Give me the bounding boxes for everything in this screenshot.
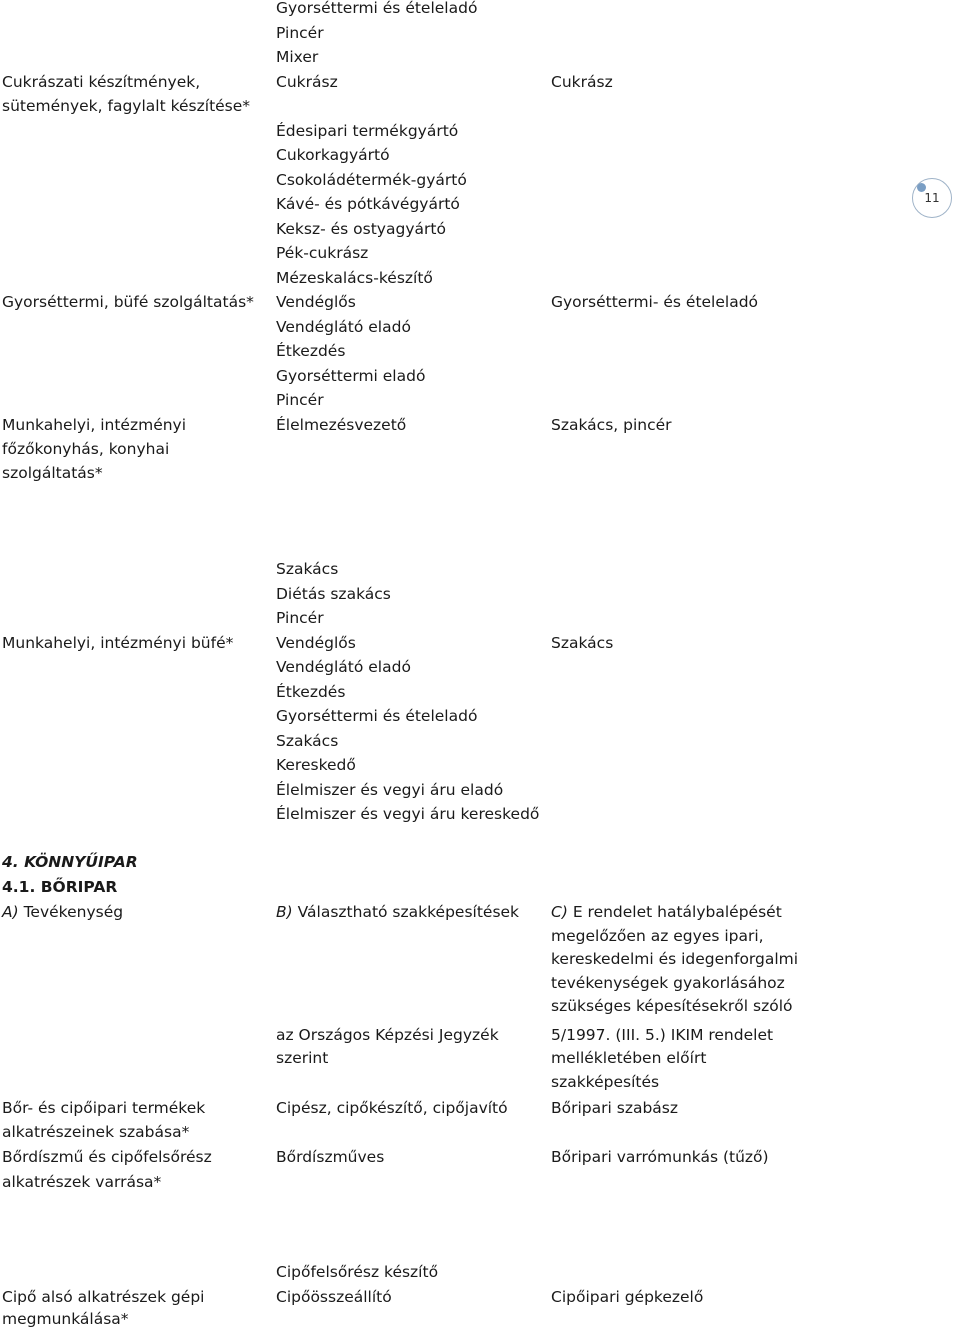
qual-line: Pincér — [276, 609, 324, 627]
reg-line: Cukrász — [551, 72, 613, 91]
column-title-c-line: szükséges képesítésekről szóló — [551, 997, 793, 1015]
qual-line: Élelmiszer és vegyi áru kereskedő — [276, 805, 540, 823]
qual-line: Pincér — [276, 391, 324, 409]
column-title-b-line: az Országos Képzési Jegyzék — [276, 1025, 499, 1044]
qual-line: Bőrdíszműves — [276, 1148, 385, 1166]
qual-line: Szakács — [276, 560, 339, 578]
column-title-c-line: tevékenységek gyakorlásához — [551, 973, 785, 992]
page-badge-dot — [917, 183, 926, 192]
column-letter-b: B) — [276, 902, 293, 921]
column-title-b: Választható szakképesítések — [297, 902, 520, 921]
activity-line: alkatrészeinek szabása* — [2, 1123, 190, 1141]
qual-line: Kereskedő — [276, 756, 356, 774]
column-title-b-line: szerint — [276, 1049, 329, 1067]
qual-line: Étkezdés — [276, 342, 346, 360]
qual-line: Kávé- és pótkávégyártó — [276, 195, 460, 213]
page-number: 11 — [924, 191, 940, 205]
column-title-c-line: 5/1997. (III. 5.) IKIM rendelet — [551, 1025, 774, 1044]
reg-line: Szakács — [551, 633, 614, 652]
activity-line: Cukrászati készítmények, — [2, 72, 201, 91]
qual-line: Cukrász — [276, 72, 338, 91]
qual-line: Étkezdés — [276, 682, 346, 701]
qual-line: Cukorkagyártó — [276, 146, 390, 164]
column-letter-c: C) — [551, 902, 568, 921]
qual-line: Cipőfelsőrész készítő — [276, 1263, 439, 1281]
activity-line: alkatrészek varrása* — [2, 1172, 162, 1191]
qual-line: Gyorséttermi eladó — [276, 366, 426, 385]
activity-line: Bőrdíszmű és cipőfelsőrész — [2, 1148, 212, 1166]
activity-line: Munkahelyi, intézményi — [2, 415, 187, 434]
qual-line: Cipőösszeállító — [276, 1287, 392, 1306]
column-title-c-line: mellékletében előírt — [551, 1049, 707, 1067]
column-title-c-line: szakképesítés — [551, 1073, 660, 1091]
column-title-c-line: E rendelet hatálybalépését — [572, 902, 782, 921]
qual-line: Vendéglátó eladó — [276, 658, 411, 676]
column-title-a: Tevékenység — [23, 902, 124, 921]
subsection-heading: 4.1. BŐRIPAR — [2, 877, 118, 896]
activity-line: sütemények, fagylalt készítése* — [2, 97, 251, 115]
column-title-c-line: kereskedelmi és idegenforgalmi — [551, 950, 799, 968]
activity-line: főzőkonyhás, konyhai — [2, 439, 170, 458]
activity-line: Gyorséttermi, büfé szolgáltatás* — [2, 293, 254, 311]
qual-line: Gyorséttermi és ételeladó — [276, 707, 478, 725]
activity-line: megmunkálása* — [2, 1310, 129, 1328]
qual-line: Pincér — [276, 23, 324, 42]
qual-line: Gyorséttermi és ételeladó — [276, 0, 478, 17]
reg-line: Cipőipari gépkezelő — [551, 1287, 704, 1306]
qual-line: Csokoládétermék-gyártó — [276, 170, 467, 189]
column-title-c-line: megelőzően az egyes ipari, — [551, 926, 764, 945]
qual-line: Mézeskalács-készítő — [276, 268, 433, 287]
qual-line: Cipész, cipőkészítő, cipőjavító — [276, 1098, 508, 1117]
column-header-a — [2, 900, 123, 925]
qual-line: Vendéglátó eladó — [276, 317, 411, 336]
qual-line: Vendéglős — [276, 293, 356, 311]
qual-line: Szakács — [276, 731, 339, 750]
qual-line: Diétás szakács — [276, 584, 391, 603]
section-heading: 4. KÖNNYŰIPAR — [2, 853, 138, 871]
activity-line: Bőr- és cipőipari termékek — [2, 1098, 206, 1117]
qual-line: Pék-cukrász — [276, 244, 369, 262]
qual-line: Vendéglős — [276, 633, 356, 652]
qual-line: Keksz- és ostyagyártó — [276, 219, 446, 238]
activity-line: Cipő alsó alkatrészek gépi — [2, 1287, 205, 1306]
qual-line: Édesipari termékgyártó — [276, 121, 459, 140]
activity-line: Munkahelyi, intézményi büfé* — [2, 633, 234, 652]
qual-line: Élelmezésvezető — [276, 415, 407, 434]
reg-line: Bőripari szabász — [551, 1098, 678, 1117]
column-header-c — [551, 900, 782, 925]
reg-line: Gyorséttermi- és ételeladó — [551, 293, 759, 311]
qual-line: Élelmiszer és vegyi áru eladó — [276, 780, 504, 799]
column-header-b — [276, 900, 519, 925]
activity-line: szolgáltatás* — [2, 463, 103, 482]
qual-line: Mixer — [276, 48, 319, 66]
column-letter-a: A) — [2, 902, 19, 921]
reg-line: Szakács, pincér — [551, 415, 672, 434]
reg-line: Bőripari varrómunkás (tűző) — [551, 1148, 769, 1166]
